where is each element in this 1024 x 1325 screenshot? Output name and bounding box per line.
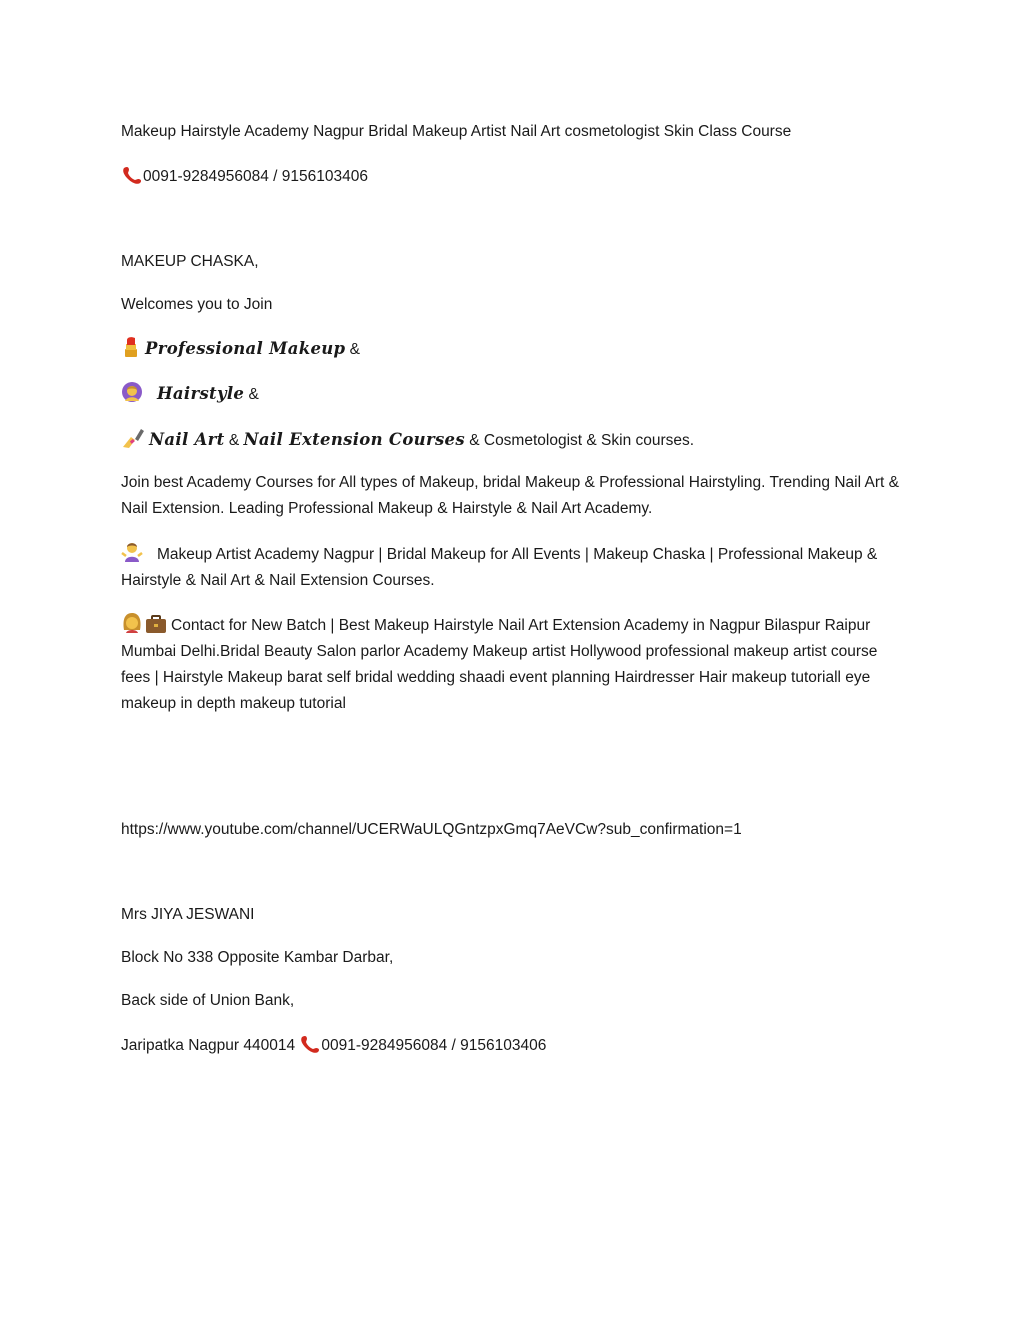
address-line-1: Block No 338 Opposite Kambar Darbar, xyxy=(121,949,394,966)
academy-paragraph: Makeup Artist Academy Nagpur | Bridal Makeup for All Events | Makeup Chaska | Professional Makeup & Hairstyle & Nail Art & Nail Extension Courses. xyxy=(121,541,901,594)
course-hairstyle-line: Hairstyle & xyxy=(121,381,901,408)
person-shrugging-icon xyxy=(121,541,143,563)
phone-number: 0091-9284956084 / 9156103406 xyxy=(143,168,368,185)
youtube-link[interactable]: https://www.youtube.com/channel/UCERWaULQGntzpxGmq7AeVCw?sub_confirmation=1 xyxy=(121,821,742,838)
welcome-text: Welcomes you to Join xyxy=(121,296,273,313)
telephone-receiver-icon xyxy=(299,1034,321,1054)
brand-name: MAKEUP CHASKA, xyxy=(121,253,259,270)
lipstick-icon xyxy=(121,336,141,358)
phone-line xyxy=(121,164,901,190)
telephone-receiver-icon xyxy=(121,165,143,185)
document-title: Makeup Hairstyle Academy Nagpur Bridal Makeup Artist Nail Art cosmetologist Skin Class Course xyxy=(121,123,792,140)
intro-paragraph: Join best Academy Courses for All types of Makeup, bridal Makeup & Professional Hairstyling. Trending Nail Art & Nail Extension. Leading Professional Makeup & Hairstyle & Nail Art Academy. xyxy=(121,474,899,517)
address-line-2: Back side of Union Bank, xyxy=(121,992,295,1009)
contact-name: Mrs JIYA JESWANI xyxy=(121,906,255,923)
woman-icon xyxy=(121,612,143,634)
course-makeup-line: Professional Makeup & xyxy=(121,336,901,363)
nail-extension-label: Nail Extension Courses xyxy=(243,430,465,449)
course-nail-line: Nail Art & Nail Extension Courses & Cosmetologist & Skin courses. xyxy=(121,427,901,454)
nail-polish-icon xyxy=(121,427,145,449)
address-line-3: Jaripatka Nagpur 440014 0091-9284956084 / 9156103406 xyxy=(121,1033,901,1059)
professional-makeup-label: Professional Makeup xyxy=(145,339,346,358)
nail-art-label: Nail Art xyxy=(149,430,225,449)
phone-number-2: 0091-9284956084 / 9156103406 xyxy=(321,1037,547,1054)
haircut-icon xyxy=(121,381,143,403)
briefcase-icon xyxy=(145,614,167,634)
hairstyle-label: Hairstyle xyxy=(157,384,245,403)
contact-paragraph: Contact for New Batch | Best Makeup Hairstyle Nail Art Extension Academy in Nagpur Bilaspur Raipur Mumbai Delhi.Bridal Beauty Salon parlor Academy Makeup artist Hollywood professional makeup artist course fees | Hairstyle Makeup barat self bridal wedding shaadi event planning Hairdresser Hair makeup tutoriall eye makeup in depth makeup tutorial xyxy=(121,612,901,717)
